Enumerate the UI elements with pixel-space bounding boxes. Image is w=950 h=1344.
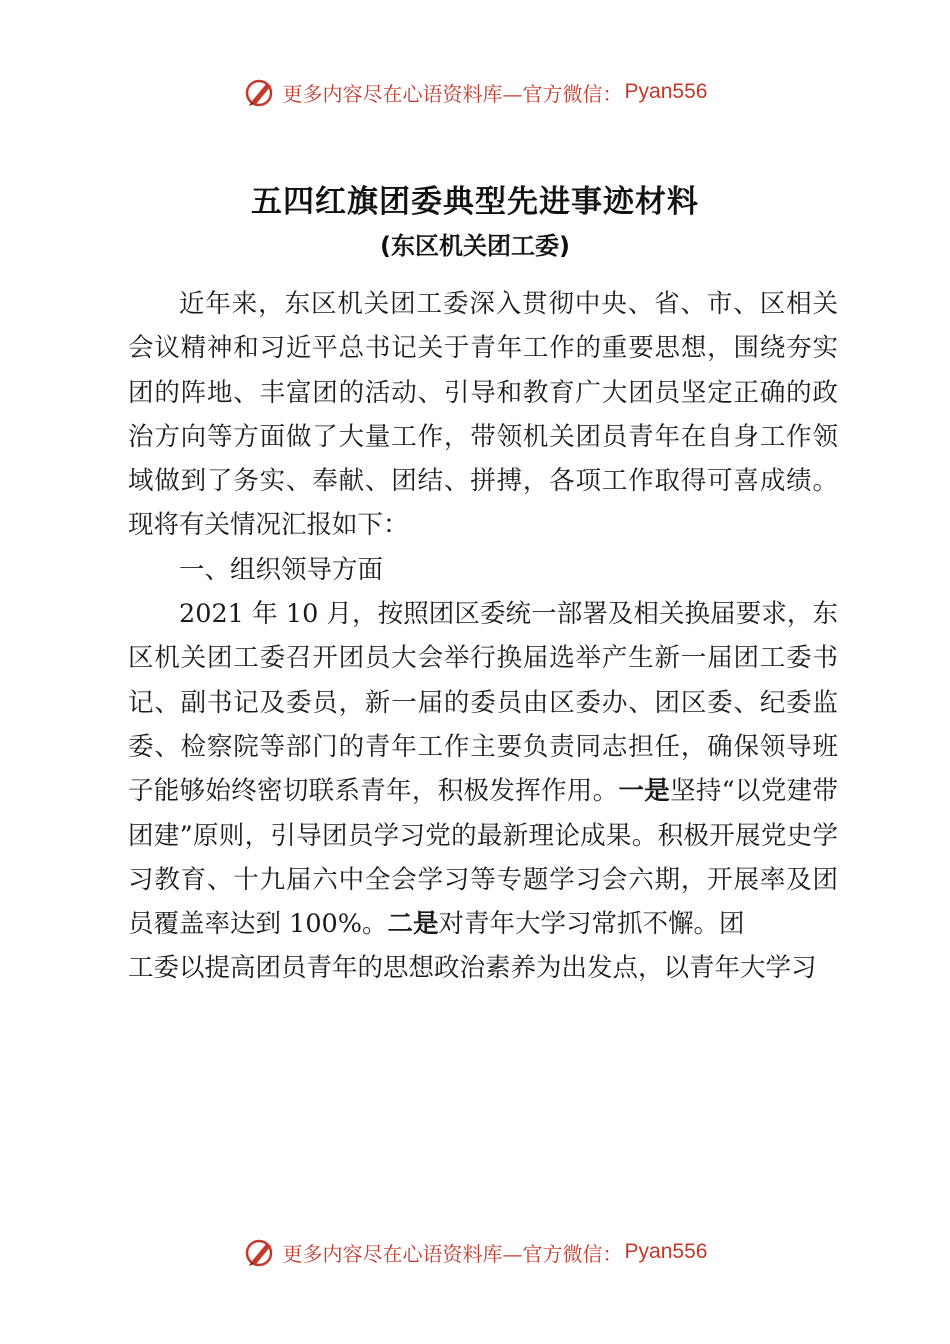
body-paragraph: 工委以提高团员青年的思想政治素养为出发点，以青年大学习 bbox=[128, 953, 817, 984]
pen-logo-icon bbox=[243, 1235, 277, 1269]
paragraph-text: 对青年大学习常抓不懈。团 bbox=[438, 909, 745, 940]
header-banner bbox=[0, 70, 950, 114]
footer-banner bbox=[0, 1230, 950, 1274]
document-title: 五四红旗团委典型先进事迹材料 bbox=[251, 184, 699, 220]
section-heading: 一、组织领导方面 bbox=[179, 554, 384, 585]
body-paragraph bbox=[128, 592, 838, 946]
banner-text: 更多内容尽在心语资料库—官方微信： bbox=[282, 81, 623, 106]
document-subtitle: (东区机关团工委) bbox=[380, 232, 570, 260]
bold-marker: 二是 bbox=[387, 909, 439, 940]
paragraph-text: 坚持“以党建带团建”原则，引导团员学习党的最新理论成果。积极开展党史学习教育、十九届六中全会学习等专题学习会六期，开展率及团员覆盖率达到 100%。 bbox=[128, 776, 838, 940]
banner-wechat-id: Pyan556 bbox=[624, 1240, 708, 1263]
bold-marker: 一是 bbox=[618, 776, 671, 807]
intro-paragraph: 近年来，东区机关团工委深入贯彻中央、省、市、区相关会议精神和习近平总书记关于青年工作的重要思想，围绕夯实团的阵地、丰富团的活动、引导和教育广大团员坚定正确的政治方向等方面做了大量工作，带领机关团员青年在自身工作领域做到了务实、奉献、团结、拼搏，各项工作取得可喜成绩。现将有关情况汇报如下： bbox=[128, 289, 838, 541]
document-body bbox=[128, 282, 838, 991]
paragraph-text: 2021 年 10 月，按照团区委统一部署及相关换届要求，东区机关团工委召开团员大会举行换届选举产生新一届团工委书记、副书记及委员，新一届的委员由区委办、团区委、纪委监委、检察院等部门的青年工作主要负责同志担任，确保领导班子能够始终密切联系青年，积极发挥作用。 bbox=[128, 599, 838, 807]
banner-wechat-id: Pyan556 bbox=[624, 80, 708, 103]
banner-text: 更多内容尽在心语资料库—官方微信： bbox=[282, 1241, 623, 1266]
pen-logo-icon bbox=[243, 75, 277, 109]
